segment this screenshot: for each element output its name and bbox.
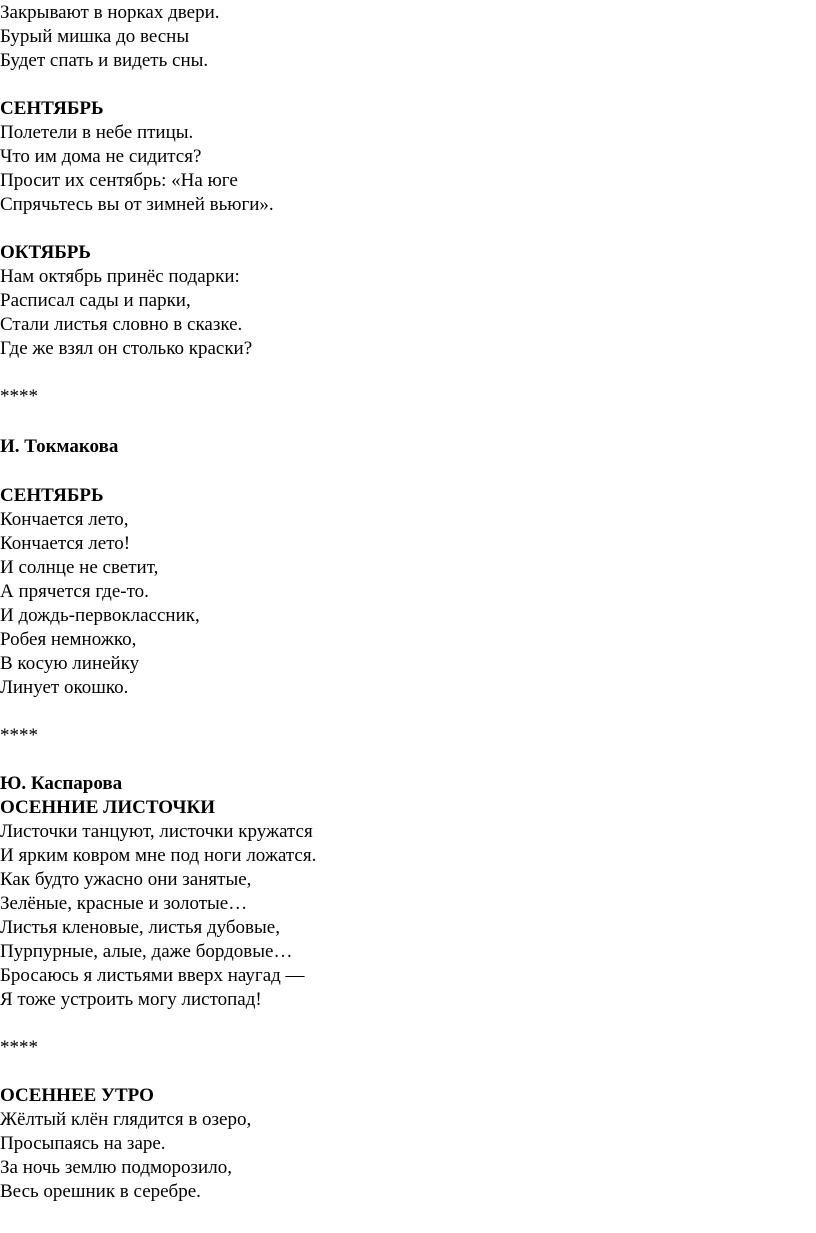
poem-line: Линует окошко. bbox=[0, 677, 129, 698]
poem-title: СЕНТЯБРЬ bbox=[0, 98, 104, 119]
poem-line: Что им дома не сидится? bbox=[0, 146, 202, 167]
poem-line: Спрячьтесь вы от зимней вьюги». bbox=[0, 194, 274, 215]
poem-line: Пурпурные, алые, даже бордовые… bbox=[0, 941, 293, 962]
author-name: Ю. Каспарова bbox=[0, 773, 123, 794]
poem-line: Листья кленовые, листья дубовые, bbox=[0, 917, 280, 938]
poem-line: Просит их сентябрь: «На юге bbox=[0, 170, 238, 191]
poem-line: Зелёные, красные и золотые… bbox=[0, 893, 248, 914]
poem-title: ОКТЯБРЬ bbox=[0, 242, 91, 263]
poem-title: СЕНТЯБРЬ bbox=[0, 485, 104, 506]
poem-line: Стали листья словно в сказке. bbox=[0, 314, 243, 335]
poem-line: А прячется где-то. bbox=[0, 581, 149, 602]
poem-line: Весь орешник в серебре. bbox=[0, 1181, 201, 1202]
poem-line: За ночь землю подморозило, bbox=[0, 1157, 232, 1178]
poem-line: Будет спать и видеть сны. bbox=[0, 50, 209, 71]
poem-line: И дождь-первоклассник, bbox=[0, 605, 200, 626]
poem-line: Робея немножко, bbox=[0, 629, 137, 650]
poem-line: Просыпаясь на заре. bbox=[0, 1133, 166, 1154]
poem-line: Расписал сады и парки, bbox=[0, 290, 191, 311]
poem-line: Закрывают в норках двери. bbox=[0, 2, 220, 23]
poem-line: Полетели в небе птицы. bbox=[0, 122, 194, 143]
section-separator: **** bbox=[0, 386, 38, 407]
section-separator: **** bbox=[0, 1037, 38, 1058]
poem-line: И ярким ковром мне под ноги ложатся. bbox=[0, 845, 317, 866]
poem-line: Листочки танцуют, листочки кружатся bbox=[0, 821, 313, 842]
poem-title: ОСЕННИЕ ЛИСТОЧКИ bbox=[0, 797, 216, 818]
poem-line: Кончается лето! bbox=[0, 533, 131, 554]
author-name: И. Токмакова bbox=[0, 436, 119, 457]
poem-title: ОСЕННЕЕ УТРО bbox=[0, 1085, 154, 1106]
poem-line: Кончается лето, bbox=[0, 509, 129, 530]
poem-line: Нам октябрь принёс подарки: bbox=[0, 266, 240, 287]
poem-line: Бросаюсь я листьями вверх наугад — bbox=[0, 965, 305, 986]
poem-line: Жёлтый клён глядится в озеро, bbox=[0, 1109, 252, 1130]
section-separator: **** bbox=[0, 725, 38, 746]
poem-line: Я тоже устроить могу листопад! bbox=[0, 989, 262, 1010]
poem-line: Как будто ужасно они занятые, bbox=[0, 869, 252, 890]
poem-line: Где же взял он столько краски? bbox=[0, 338, 253, 359]
poem-line: И солнце не светит, bbox=[0, 557, 159, 578]
poem-line: Бурый мишка до весны bbox=[0, 26, 190, 47]
poem-line: В косую линейку bbox=[0, 653, 140, 674]
